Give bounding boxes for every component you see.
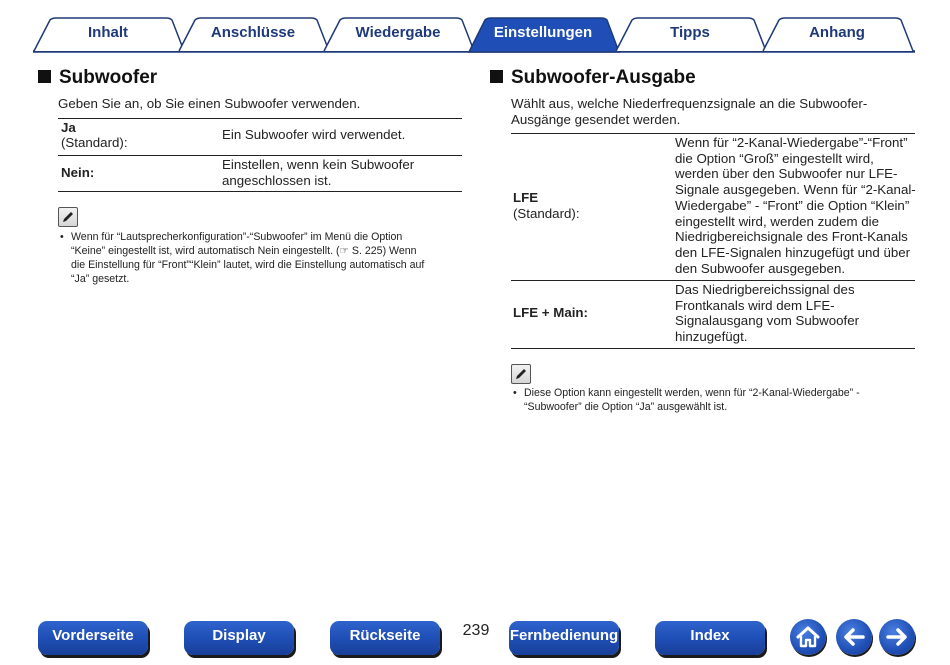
nav-button-index[interactable]: Index — [655, 621, 765, 655]
option-description: Einstellen, wenn kein Subwoofer — [222, 157, 415, 172]
option-description: Ein Subwoofer wird verwendet. — [222, 127, 406, 142]
option-description: hinzugefügt. — [675, 329, 748, 344]
note-line: Wenn für “Lautsprecherkonfiguration”-“Subwoofer” im Menü die Option — [71, 231, 403, 243]
heading-square-icon — [490, 70, 503, 83]
note-line: Diese Option kann eingestellt werden, wenn für “2-Kanal-Wiedergabe” - — [524, 387, 860, 399]
note-text: • Diese Option kann eingestellt werden, wenn für “2-Kanal-Wiedergabe” - “Subwoofer” die Option “Ja” ausgewählt ist. — [513, 386, 913, 414]
option-name: Ja — [61, 120, 76, 135]
option-description: Signale ausgegeben. Wenn für “2-Kanal- — [675, 182, 916, 197]
tab-bar — [0, 0, 950, 60]
table-rule — [511, 348, 915, 349]
nav-button-fernbedienung[interactable]: Fernbedienung — [509, 621, 619, 655]
option-description: angeschlossen ist. — [222, 173, 332, 188]
section-heading-subwoofer — [38, 67, 157, 89]
section-heading-subwoofer-ausgabe — [490, 67, 696, 89]
tab-anschluesse[interactable]: Anschlüsse — [210, 24, 296, 41]
option-description: Wenn für “2-Kanal-Wiedergabe”-“Front” — [675, 135, 908, 150]
option-description: Das Niedrigbereichssignal des — [675, 282, 855, 297]
note-line: “Ja” gesetzt. — [71, 273, 130, 285]
nav-button-vorderseite[interactable]: Vorderseite — [38, 621, 148, 655]
arrow-left-icon — [836, 619, 872, 655]
forward-button[interactable] — [879, 619, 915, 655]
section-intro: Geben Sie an, ob Sie einen Subwoofer verwenden. — [58, 96, 361, 111]
option-description: Niedrigbereichsignale des Front-Kanals — [675, 229, 908, 244]
note-pencil-icon — [58, 207, 78, 227]
tab-anhang[interactable]: Anhang — [809, 24, 865, 41]
table-rule — [511, 133, 915, 134]
option-description: Signalausgang vom Subwoofer — [675, 313, 860, 328]
note-line: “Subwoofer” die Option “Ja” ausgewählt ist. — [524, 401, 728, 413]
nav-button-rueckseite[interactable]: Rückseite — [330, 621, 440, 655]
option-name: Nein: — [61, 165, 95, 180]
option-description: Frontkanals wird dem LFE- — [675, 298, 835, 313]
note-line: “Keine” eingestellt ist, wird automatisch Nein eingestellt. (☞ S. 225) Wenn — [71, 245, 417, 257]
section-intro: Wählt aus, welche Niederfrequenzsignale an die Subwoofer- — [511, 96, 868, 111]
tab-tipps[interactable]: Tipps — [670, 24, 710, 41]
option-default-label: (Standard): — [513, 206, 580, 221]
page-number: 239 — [462, 622, 490, 639]
note-line: die Einstellung für “Front”“Klein” lautet, wird die Einstellung automatisch auf — [71, 259, 425, 271]
table-rule — [58, 118, 462, 119]
option-description: eingestellt wird, werden zudem die — [675, 214, 879, 229]
table-rule — [58, 191, 462, 192]
heading-square-icon — [38, 70, 51, 83]
option-description: werden über den Subwoofer nur LFE- — [675, 166, 898, 181]
option-description: den LFE-Signalen hinzugefügt und über — [675, 245, 911, 260]
table-rule — [58, 155, 462, 156]
heading-text: Subwoofer — [59, 67, 158, 88]
option-description: den Subwoofer ausgegeben. — [675, 261, 846, 276]
note-text: • Wenn für “Lautsprecherkonfiguration”-“Subwoofer” im Menü die Option “Keine” eingestellt ist, wird automatisch Nein eingestellt. (☞ S. 225) Wenn die Einstellung für “Front”“Klein” lautet, wird die Einstellung automatisch auf “Ja” gesetzt. — [60, 230, 460, 286]
table-rule — [511, 280, 915, 281]
section-intro: Ausgänge gesendet werden. — [511, 112, 681, 127]
back-button[interactable] — [836, 619, 872, 655]
heading-text: Subwoofer-Ausgabe — [511, 67, 696, 88]
home-button[interactable] — [790, 619, 826, 655]
nav-button-display[interactable]: Display — [184, 621, 294, 655]
tab-einstellungen[interactable]: Einstellungen — [493, 24, 593, 41]
arrow-right-icon — [879, 619, 915, 655]
option-name: LFE + Main: — [513, 305, 588, 320]
option-description: Wiedergabe” - “Front” die Option “Klein” — [675, 198, 910, 213]
note-pencil-icon — [511, 364, 531, 384]
tab-inhalt[interactable]: Inhalt — [88, 24, 128, 41]
home-icon — [790, 619, 826, 655]
option-name: LFE — [513, 190, 539, 205]
tab-wiedergabe[interactable]: Wiedergabe — [355, 24, 441, 41]
option-default-label: (Standard): — [61, 135, 128, 150]
option-description: die Option “Groß” eingestellt wird, — [675, 151, 874, 166]
